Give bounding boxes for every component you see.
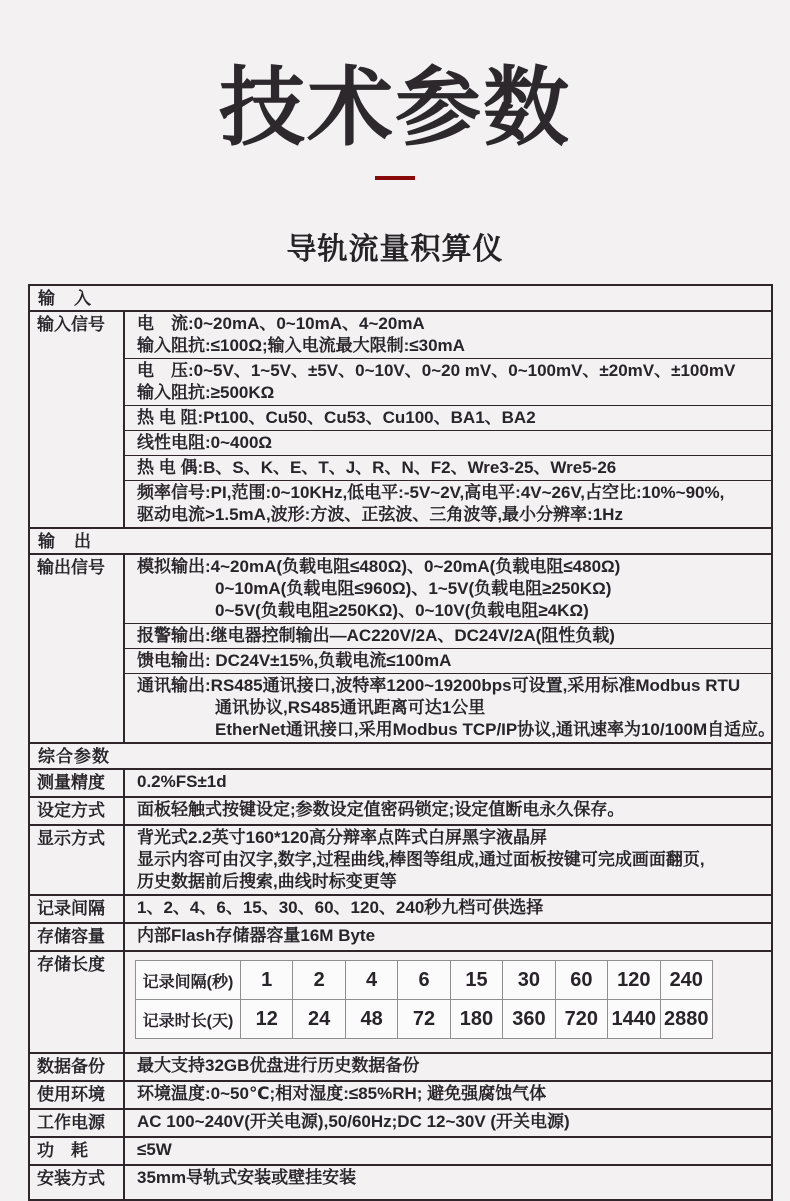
storage-row-header: 记录间隔(秒) (136, 961, 241, 1000)
spec-subrow (125, 770, 771, 794)
spec-row-setting-method (30, 798, 771, 826)
storage-cell: 1 (241, 961, 293, 1000)
spec-subrow (125, 674, 776, 742)
spec-row-display-method (30, 826, 771, 896)
spec-line: 线性电阻:0~400Ω (137, 433, 273, 453)
spec-line: 面板轻触式按键设定;参数设定值密码锁定;设定值断电永久保存。 (137, 800, 625, 820)
spec-line: 背光式2.2英寸160*120高分辩率点阵式白屏黑字液晶屏 (137, 828, 547, 848)
storage-cell: 12 (241, 1000, 293, 1039)
spec-line: ≤5W (137, 1140, 172, 1160)
storage-cell: 24 (293, 1000, 345, 1039)
storage-cell: 15 (450, 961, 502, 1000)
spec-line: 馈电输出: DC24V±15%,负载电流≤100mA (137, 651, 452, 671)
spec-line: 模拟输出:4~20mA(负载电阻≤480Ω)、0~20mA(负载电阻≤480Ω) (137, 557, 621, 577)
spec-subrow (125, 798, 771, 822)
storage-cell: 6 (398, 961, 450, 1000)
spec-line: 内部Flash存储器容量16M Byte (137, 926, 376, 946)
param-label: 功 耗 (30, 1138, 125, 1164)
spec-row-installation (30, 1166, 771, 1199)
storage-cell: 360 (503, 1000, 555, 1039)
spec-subrow (125, 406, 771, 431)
spec-row-storage-length (30, 952, 771, 1054)
storage-row-header: 记录时长(天) (136, 1000, 241, 1039)
storage-cell: 60 (555, 961, 607, 1000)
spec-line: 电 压:0~5V、1~5V、±5V、0~10V、0~20 mV、0~100mV、±20mV、±100mV (137, 361, 736, 381)
param-label: 设定方式 (30, 798, 125, 824)
param-label: 记录间隔 (30, 896, 125, 922)
spec-line: 历史数据前后搜索,曲线时标变更等 (137, 872, 397, 892)
storage-cell: 120 (608, 961, 660, 1000)
param-label: 测量精度 (30, 770, 125, 796)
spec-subrow (125, 1110, 771, 1134)
spec-row-data-backup (30, 1054, 771, 1082)
storage-cell: 48 (345, 1000, 397, 1039)
spec-line: 环境温度:0~50℃;相对湿度:≤85%RH; 避免强腐蚀气体 (137, 1084, 547, 1104)
param-value (125, 1138, 771, 1164)
product-subtitle: 导轨流量积算仪 (286, 233, 504, 267)
storage-cell: 30 (503, 961, 555, 1000)
storage-cell: 180 (450, 1000, 502, 1039)
spec-line: 驱动电流>1.5mA,波形:方波、正弦波、三角波等,最小分辨率:1Hz (137, 505, 623, 525)
param-value (125, 896, 771, 922)
section-header-row: 输 入 (30, 286, 771, 312)
spec-row-record-interval (30, 896, 771, 924)
spec-line: 报警输出:继电器控制输出—AC220V/2A、DC24V/2A(阻性负载) (137, 626, 615, 646)
spec-line: EtherNet通讯接口,采用Modbus TCP/IP协议,通讯速率为10/100M自适应。 (215, 720, 776, 740)
spec-line: AC 100~240V(开关电源),50/60Hz;DC 12~30V (开关电源) (137, 1112, 570, 1132)
param-label: 安装方式 (30, 1166, 125, 1199)
param-value (125, 1054, 771, 1080)
storage-length-table (135, 960, 713, 1039)
spec-line: 1、2、4、6、15、30、60、120、240秒九档可供选择 (137, 898, 544, 918)
spec-row-storage-capacity (30, 924, 771, 952)
spec-subrow (125, 1082, 771, 1106)
spec-line: 显示内容可由汉字,数字,过程曲线,棒图等组成,通过面板按键可完成画面翻页, (137, 850, 705, 870)
spec-row-power-consumption (30, 1138, 771, 1166)
spec-line: 0~10mA(负载电阻≤960Ω)、1~5V(负载电阻≥250KΩ) (215, 579, 612, 599)
spec-subrow (125, 924, 771, 948)
storage-cell: 2880 (660, 1000, 713, 1039)
param-value (125, 312, 771, 527)
param-label: 输出信号 (30, 555, 125, 742)
spec-subrow (125, 1054, 771, 1078)
spec-subrow (125, 826, 771, 894)
spec-line: 热 电 阻:Pt100、Cu50、Cu53、Cu100、BA1、BA2 (137, 408, 536, 428)
spec-subrow (125, 1166, 771, 1199)
storage-table-row (136, 961, 713, 1000)
storage-table-wrap (125, 952, 771, 1052)
param-value (125, 924, 771, 950)
storage-table-row (136, 1000, 713, 1039)
section-header-row: 综合参数 (30, 744, 771, 770)
spec-subrow (125, 431, 771, 456)
spec-row-environment (30, 1082, 771, 1110)
spec-line: 通讯输出:RS485通讯接口,波特率1200~19200bps可设置,采用标准Modbus RTU (137, 676, 741, 696)
param-value (125, 826, 771, 894)
storage-cell: 4 (345, 961, 397, 1000)
param-value (125, 555, 776, 742)
spec-row-accuracy (30, 770, 771, 798)
param-value (125, 1082, 771, 1108)
spec-subrow (125, 456, 771, 481)
spec-subrow (125, 624, 771, 649)
spec-line: 频率信号:PI,范围:0~10KHz,低电平:-5V~2V,高电平:4V~26V,占空比:10%~90%, (137, 483, 725, 503)
storage-cell: 240 (660, 961, 713, 1000)
spec-line: 0~5V(负载电阻≥250KΩ)、0~10V(负载电阻≥4KΩ) (215, 601, 589, 621)
param-label: 使用环境 (30, 1082, 125, 1108)
storage-cell: 720 (555, 1000, 607, 1039)
param-value (125, 770, 771, 796)
param-label: 存储容量 (30, 924, 125, 950)
param-label: 工作电源 (30, 1110, 125, 1136)
param-label: 输入信号 (30, 312, 125, 527)
spec-subrow (125, 649, 771, 674)
param-label: 显示方式 (30, 826, 125, 894)
param-value (125, 798, 771, 824)
spec-subrow (125, 312, 771, 359)
spec-line: 0.2%FS±1d (137, 772, 227, 792)
spec-subrow (125, 481, 771, 527)
spec-row-output-signal (30, 555, 776, 744)
spec-line: 通讯协议,RS485通讯距离可达1公里 (215, 698, 486, 718)
spec-subrow (125, 896, 771, 920)
spec-line: 热 电 偶:B、S、K、E、T、J、R、N、F2、Wre3-25、Wre5-26 (137, 458, 617, 478)
spec-line: 输入阻抗:≤100Ω;输入电流最大限制:≤30mA (137, 336, 465, 356)
spec-line: 35mm导轨式安装或壁挂安装 (137, 1168, 357, 1188)
spec-line: 最大支持32GB优盘进行历史数据备份 (137, 1056, 420, 1076)
spec-subrow (125, 359, 771, 406)
page-title: 技术参数 (219, 60, 571, 156)
spec-subrow (125, 1138, 771, 1162)
spec-subrow (125, 555, 771, 624)
storage-cell: 72 (398, 1000, 450, 1039)
spec-line: 输入阻抗:≥500KΩ (137, 383, 275, 403)
storage-cell: 2 (293, 961, 345, 1000)
section-header-row: 输 出 (30, 529, 771, 555)
param-label: 存储长度 (30, 952, 125, 1052)
title-divider (375, 176, 415, 180)
param-label: 数据备份 (30, 1054, 125, 1080)
spec-line: 电 流:0~20mA、0~10mA、4~20mA (137, 314, 425, 334)
param-value (125, 1166, 771, 1199)
storage-cell: 1440 (608, 1000, 660, 1039)
spec-table (28, 284, 776, 1201)
spec-row-input-signal (30, 312, 771, 529)
param-value (125, 952, 771, 1052)
spec-row-power-supply (30, 1110, 771, 1138)
param-value (125, 1110, 771, 1136)
